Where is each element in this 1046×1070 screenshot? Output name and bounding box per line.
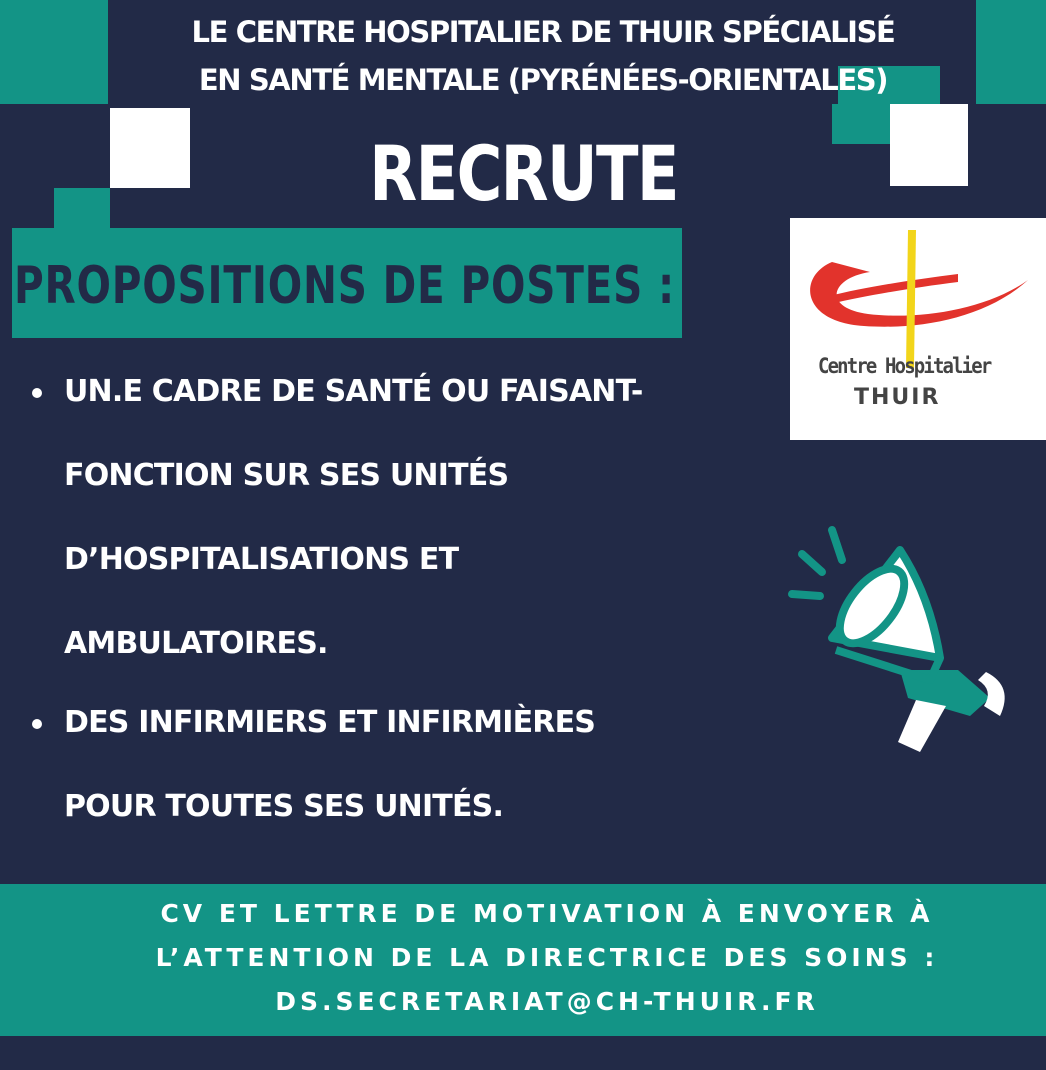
bullet-icon (32, 388, 42, 398)
position-line: DES INFIRMIERS ET INFIRMIÈRES (64, 705, 596, 740)
poster-header (110, 8, 976, 104)
decor-square-top-right (976, 0, 1046, 104)
hospital-logo (790, 218, 1046, 440)
contact-email: DS.SECRETARIAT@CH-THUIR.FR (275, 987, 819, 1016)
position-line: AMBULATOIRES. (64, 626, 328, 661)
section-title: PROPOSITIONS DE POSTES : (14, 256, 676, 316)
position-line: D’HOSPITALISATIONS ET (64, 542, 459, 577)
header-line-2: EN SANTÉ MENTALE (PYRÉNÉES-ORIENTALES) (198, 63, 888, 97)
headline-recrute: RECRUTE (369, 129, 678, 218)
bullet-icon (32, 719, 42, 729)
footer-line-1: CV ET LETTRE DE MOTIVATION À ENVOYER À (160, 899, 934, 928)
footer-line-2: L’ATTENTION DE LA DIRECTRICE DES SOINS : (155, 943, 939, 972)
logo-yellow-stroke (906, 230, 916, 368)
logo-text-thuir: THUIR (854, 385, 941, 410)
position-line: FONCTION SUR SES UNITÉS (64, 458, 509, 493)
megaphone-icon (780, 520, 1020, 764)
header-line-1: LE CENTRE HOSPITALIER DE THUIR SPÉCIALISÉ (191, 15, 895, 49)
decor-square-top-left (0, 0, 108, 104)
logo-text-centre-hospitalier: Centre Hospitalier (818, 354, 991, 378)
position-line: POUR TOUTES SES UNITÉS. (64, 789, 504, 824)
footer-text (0, 892, 1046, 1024)
position-line: UN.E CADRE DE SANTÉ OU FAISANT- (64, 374, 643, 409)
